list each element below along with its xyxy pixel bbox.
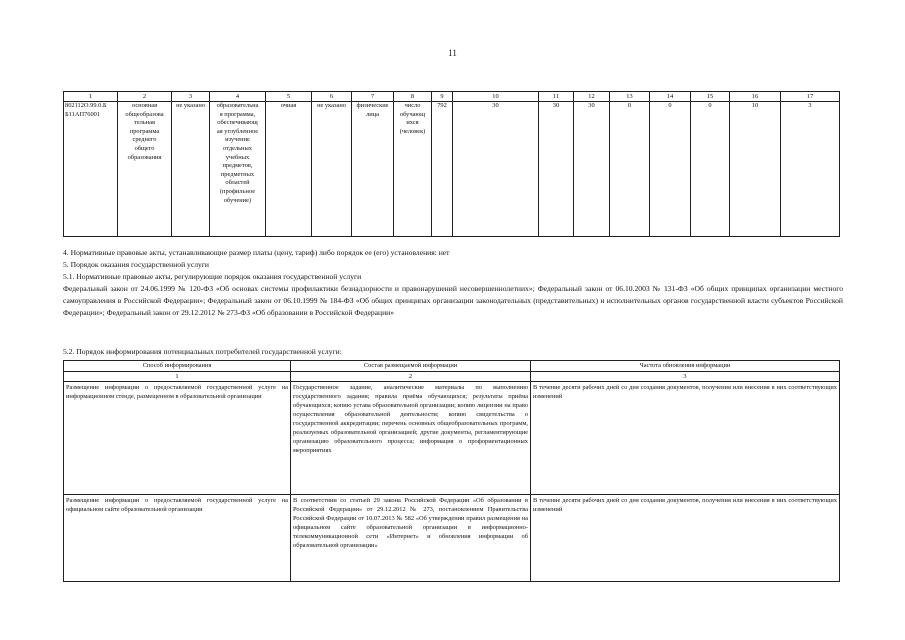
col-header: 14 bbox=[650, 92, 691, 102]
info-number-row bbox=[64, 372, 840, 382]
col-number: 3 bbox=[531, 372, 840, 382]
col-header: 10 bbox=[453, 92, 539, 102]
content-cell: В соответствии со статьей 29 закона Российской Федерации «Об образовании в Российской Федерации» от 29.12.2012 № 273, постановлением Правительства Российской Федерации от 10.07.2013 № 582 «Об утверждении правил размещения на официальном сайте образовательной организации в информационно-телекоммуникационной сети «Интернет» и обновления информации об образовательной организации» bbox=[291, 495, 531, 582]
col-header: Способ информирования bbox=[64, 361, 291, 372]
col-number: 2 bbox=[291, 372, 531, 382]
fee-cell: 0 bbox=[650, 102, 691, 237]
method-cell: Размещение информации о предоставляемой государственной услуге на информационном стенде, размещенном в образовательной организации bbox=[64, 382, 291, 495]
category-cell: не указано bbox=[172, 102, 210, 237]
col-number: 1 bbox=[64, 372, 291, 382]
col-header: 2 bbox=[118, 92, 172, 102]
col-header: 4 bbox=[210, 92, 266, 102]
col-header: 6 bbox=[312, 92, 352, 102]
value-cell: 30 bbox=[539, 102, 574, 237]
col-header: 13 bbox=[610, 92, 650, 102]
deviation-percent-cell: 10 bbox=[730, 102, 781, 237]
indicators-table bbox=[63, 91, 840, 237]
section-5-2-heading: 5.2. Порядок информирования потенциальных потребителей государственной услуги: bbox=[63, 347, 342, 356]
fee-cell: 0 bbox=[691, 102, 730, 237]
section-4-text: 4. Нормативные правовые акты, устанавливающие размер платы (цену, тариф) либо порядок ее (его) установления: нет bbox=[63, 248, 450, 257]
content-cell: Государственное задание, аналитические материалы по выполнению государственного задания; правила приёма обучающихся; результаты приёма обучающихся; копию устава образовательной организации; копию лицензии на право осуществления образовательной деятельности; копию свидетельства о государственной аккредитации; перечень основных общеобразовательных программ, реализуемых образовательной организацией; другие документы, регламентирующие организацию образовательного процесса; информация о профориентационных мероприятиях bbox=[291, 382, 531, 495]
table-row bbox=[64, 495, 840, 582]
method-cell: Размещение информации о предоставляемой государственной услуге на официальном сайте образовательной организации bbox=[64, 495, 291, 582]
program-cell: основная общеобразова тельная программа среднего общего образования bbox=[118, 102, 172, 237]
table-row bbox=[64, 102, 840, 237]
consumer-cell: физические лица bbox=[352, 102, 394, 237]
col-header: 11 bbox=[539, 92, 574, 102]
col-header: 17 bbox=[781, 92, 840, 102]
indicator-cell: число обучающ ихся (человек) bbox=[394, 102, 432, 237]
col-header: Состав размещаемой информации bbox=[291, 361, 531, 372]
col-header: 8 bbox=[394, 92, 432, 102]
col-header: 5 bbox=[266, 92, 312, 102]
col-header: 7 bbox=[352, 92, 394, 102]
col-header: 3 bbox=[172, 92, 210, 102]
col-header: 15 bbox=[691, 92, 730, 102]
indicators-header-row bbox=[64, 92, 840, 102]
fee-cell: 0 bbox=[610, 102, 650, 237]
col-header: Частота обновления информации bbox=[531, 361, 840, 372]
deviation-absolute-cell: 3 bbox=[781, 102, 840, 237]
col-header: 16 bbox=[730, 92, 781, 102]
info-header-row bbox=[64, 361, 840, 372]
okei-code-cell: 792 bbox=[432, 102, 453, 237]
table-row bbox=[64, 382, 840, 495]
frequency-cell: В течение десяти рабочих дней со дня создания документов, получения или внесения в них соответствующих изменений bbox=[531, 382, 840, 495]
registry-code-cell: 802112О.99.0.Б Б11АП76001 bbox=[64, 102, 118, 237]
value-cell: 30 bbox=[453, 102, 539, 237]
program-type-cell: образовательна я программа, обеспечивающ ая углубленное изучение отдельных учебных предметов, предметных областей (профильное обучение) bbox=[210, 102, 266, 237]
section-5-1-text: Федеральный закон от 24.06.1999 № 120-ФЗ «Об основах системы профилактики безнадзорности и правонарушений несовершеннолетних»; Федеральный закон от 06.10.2003 № 131-ФЗ «Об общих принципах организации местного самоуправления в Российской Федерации»; Федеральный закон от 06.10.1999 № 184-ФЗ «Об общих принципах организации законодательных (представительных) и исполнительных органов государственной власти субъектов Российской Федерации»; Федеральный закон от 29.12.2012 № 273-ФЗ «Об образовании в Российской Федерации» bbox=[63, 284, 843, 317]
page-number: 11 bbox=[448, 48, 457, 58]
form-cell: очная bbox=[266, 102, 312, 237]
frequency-cell: В течение десяти рабочих дней со дня создания документов, получения или внесения в них соответствующих изменений bbox=[531, 495, 840, 582]
col-header: 1 bbox=[64, 92, 118, 102]
value-cell: 30 bbox=[574, 102, 610, 237]
condition-cell: не указано bbox=[312, 102, 352, 237]
section-5-heading: 5. Порядок оказания государственной услуги bbox=[63, 260, 209, 269]
col-header: 9 bbox=[432, 92, 453, 102]
section-5-1-heading: 5.1. Нормативные правовые акты, регулирующие порядок оказания государственной услуги bbox=[63, 272, 362, 281]
information-table bbox=[63, 360, 840, 582]
col-header: 12 bbox=[574, 92, 610, 102]
